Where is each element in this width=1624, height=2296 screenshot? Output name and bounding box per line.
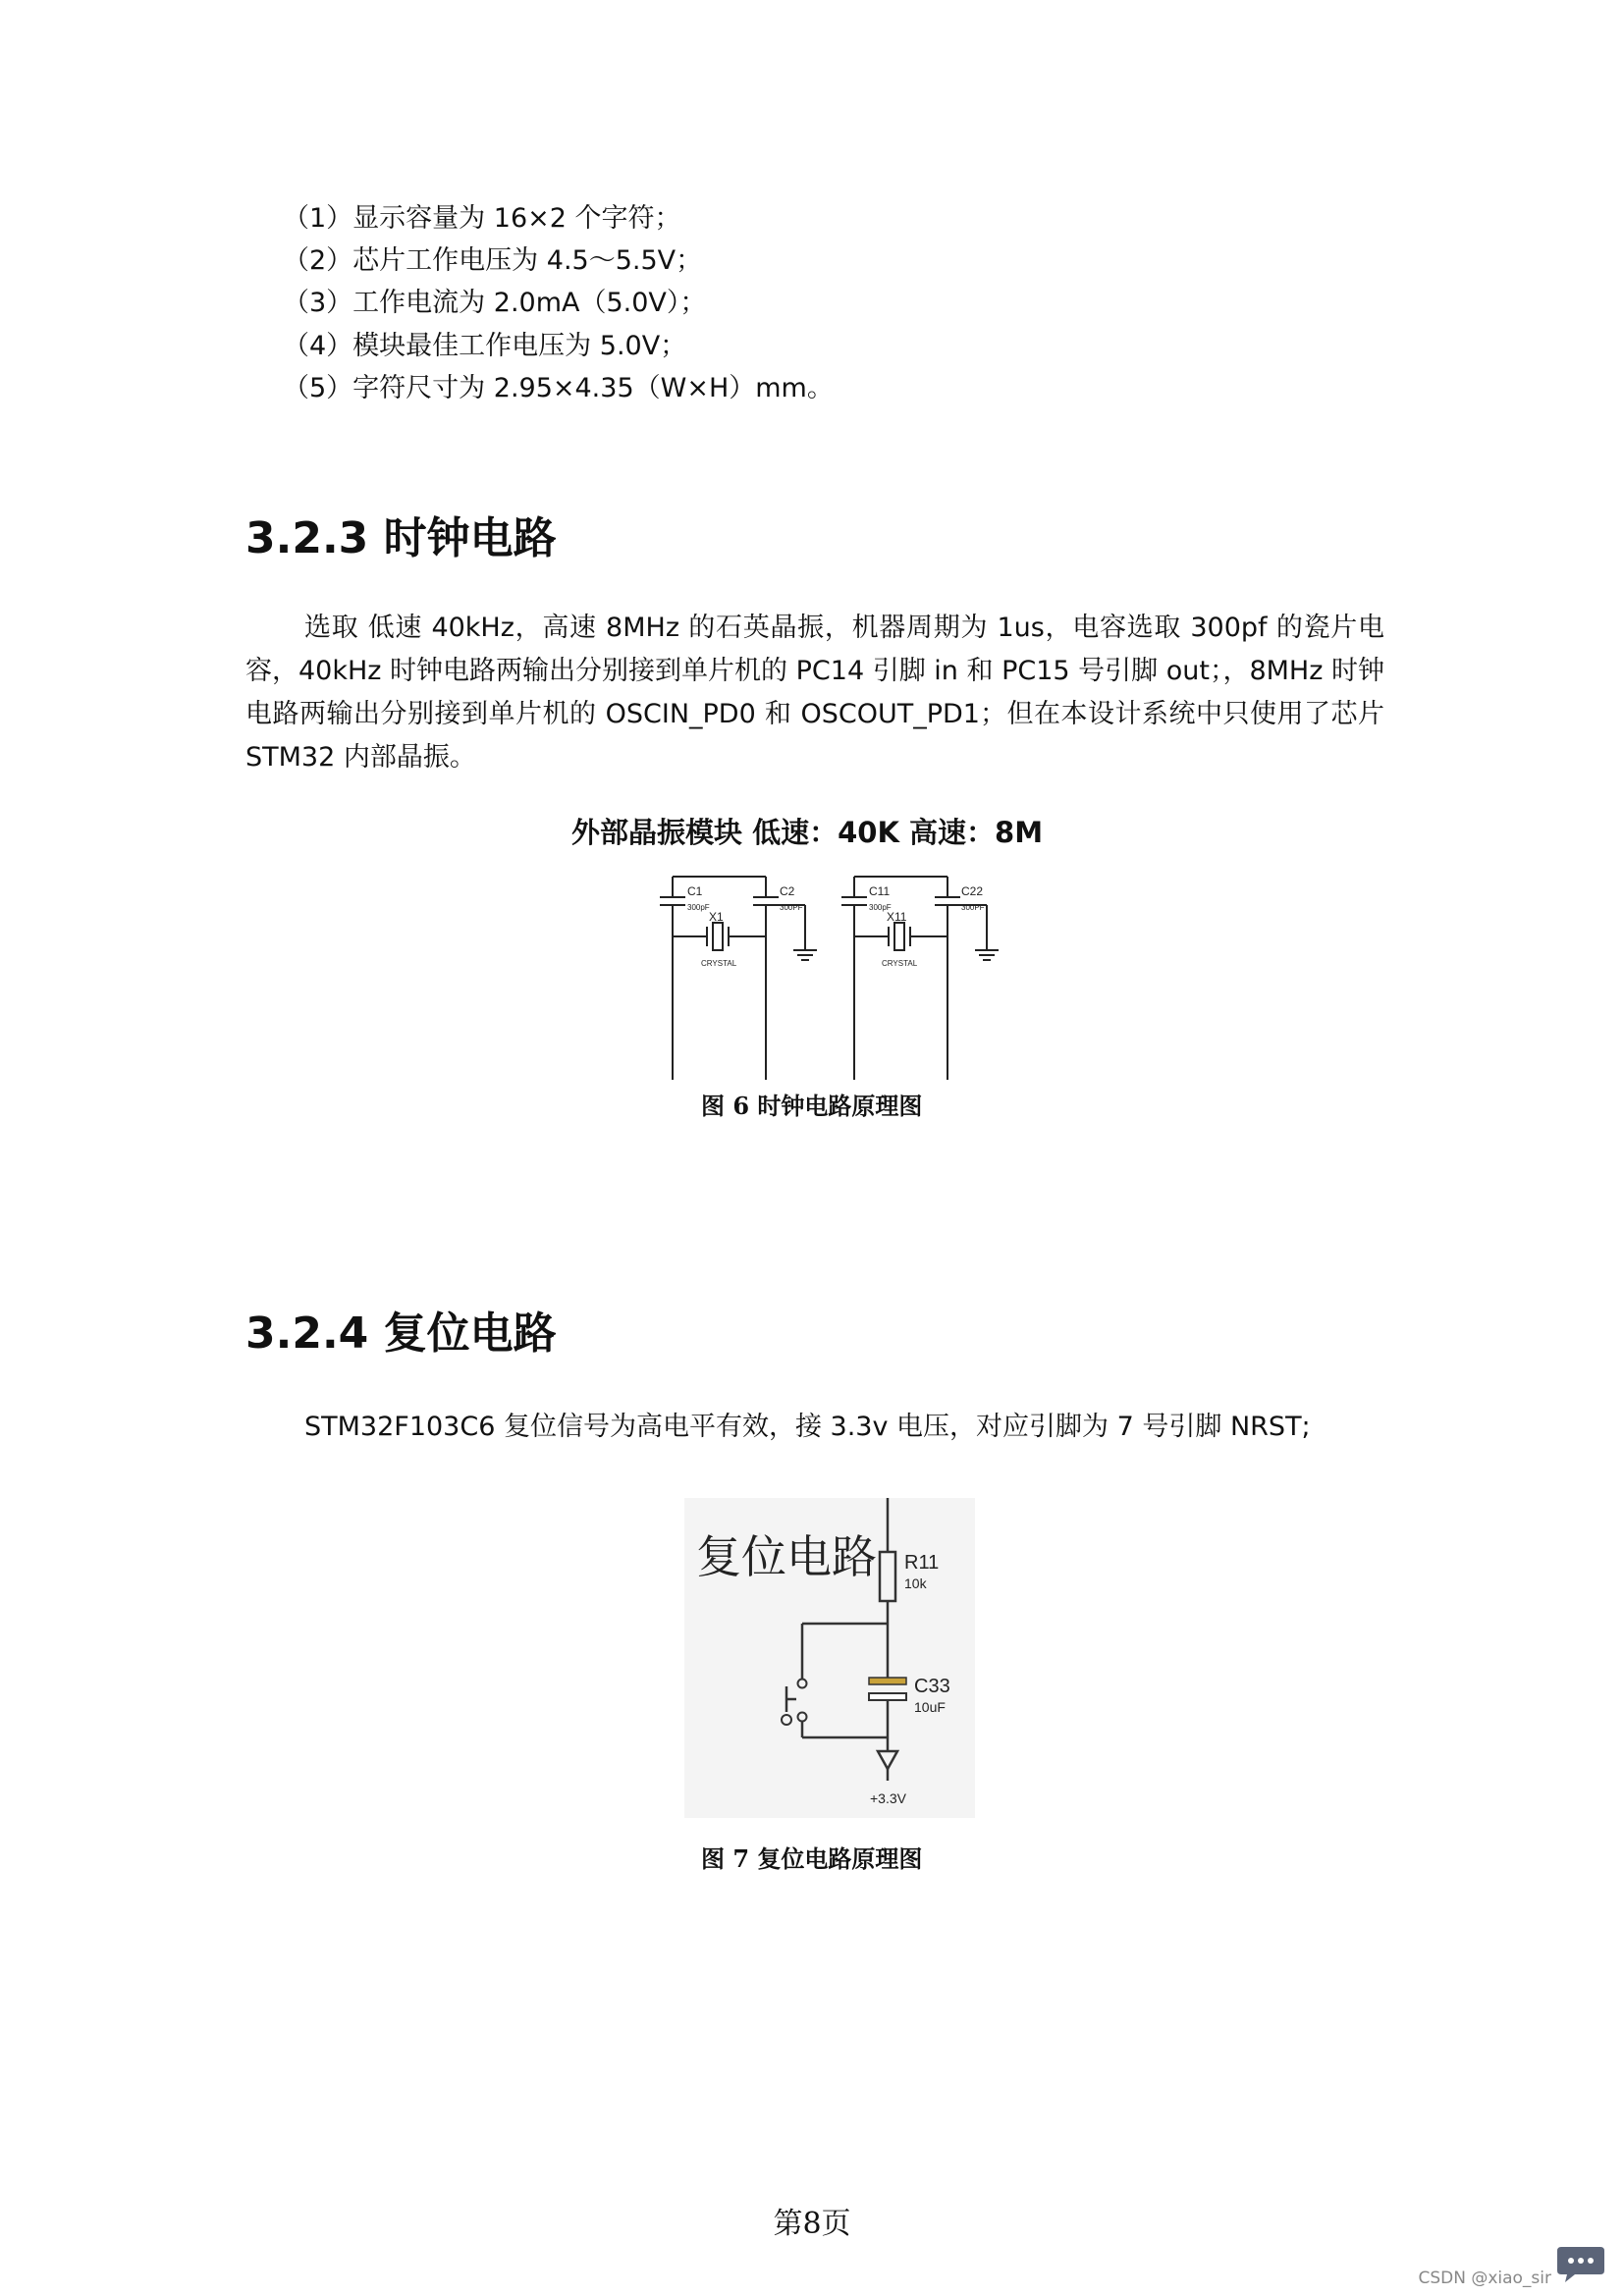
resistor-label: R11	[904, 1552, 940, 1574]
cap-label-c2: C2	[780, 884, 795, 898]
clock-circuit-diagram	[648, 852, 1021, 1080]
paragraph-reset: STM32F103C6 复位信号为高电平有效，接 3.3v 电压，对应引脚为 7 号引脚 NRST;	[304, 1412, 1311, 1442]
clock-figure-title: 外部晶振模块 低速：40K 高速：8M	[571, 816, 1044, 849]
paragraph-clock: 选取 低速 40kHz，高速 8MHz 的石英晶振，机器周期为 1us，电容选取 300pf 的瓷片电容，40kHz 时钟电路两输出分别接到单片机的 PC14 引脚 in 和 PC15 号引脚 out；，8MHz 时钟电路两输出分别接到单片机的 OSCIN_PD0 和 OSCOUT_PD1；但在本设计系统中只使用了芯片 STM32 内部晶振。	[245, 613, 1384, 773]
crystal-label-x11: X11	[887, 910, 907, 924]
list-item: （5）字符尺寸为 2.95×4.35（W×H）mm。	[283, 373, 834, 403]
figure-caption-6: 图 6 时钟电路原理图	[701, 1092, 923, 1120]
cap-label-c1: C1	[687, 884, 703, 898]
cap-label-c11: C11	[869, 884, 891, 898]
chat-bubble-icon[interactable]	[1555, 2243, 1606, 2286]
crystal-label-x1: X1	[709, 910, 724, 924]
section-heading-reset: 3.2.4 复位电路	[245, 1308, 557, 1359]
capacitor-label: C33	[914, 1676, 950, 1697]
list-item: （4）模块最佳工作电压为 5.0V；	[283, 331, 687, 361]
crystal-type-x11: CRYSTAL	[882, 959, 918, 968]
cap-value-c1: 300pF	[687, 903, 710, 912]
watermark-text: CSDN @xiao_sir	[1418, 2269, 1551, 2288]
resistor-value: 10k	[904, 1575, 927, 1591]
cap-value-c11: 300pF	[869, 903, 892, 912]
list-item: （1）显示容量为 16×2 个字符；	[283, 203, 681, 234]
reset-circuit-diagram	[684, 1498, 975, 1818]
cap-value-c2: 300PF	[780, 903, 803, 912]
reset-figure-title: 复位电路	[696, 1530, 877, 1583]
page-number: 第8页	[773, 2207, 851, 2241]
list-item: （2）芯片工作电压为 4.5～5.5V；	[283, 245, 703, 276]
capacitor-value: 10uF	[914, 1699, 946, 1715]
supply-label: +3.3V	[870, 1790, 906, 1806]
cap-value-c22: 300PF	[961, 903, 985, 912]
cap-label-c22: C22	[961, 884, 984, 898]
crystal-type-x1: CRYSTAL	[701, 959, 737, 968]
section-heading-clock: 3.2.3 时钟电路	[245, 513, 557, 563]
figure-caption-7: 图 7 复位电路原理图	[701, 1844, 923, 1873]
list-item: （3）工作电流为 2.0mA（5.0V）；	[283, 288, 707, 318]
